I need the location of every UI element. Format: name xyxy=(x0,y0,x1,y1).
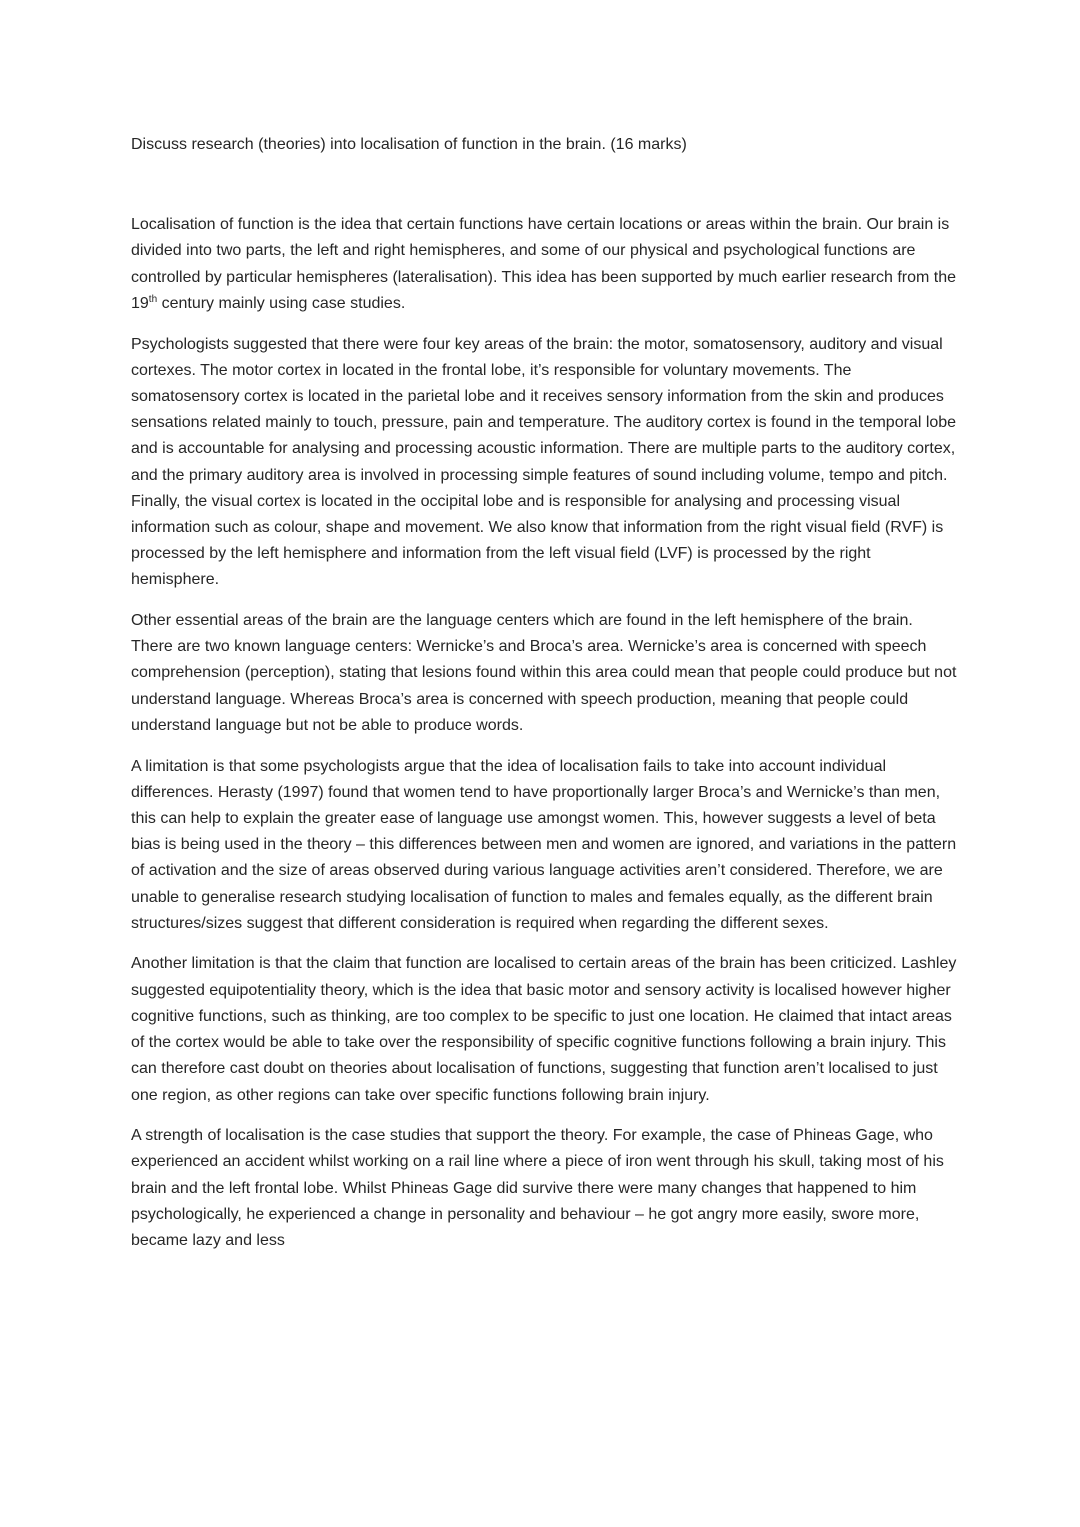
intro-text: Localisation of function is the idea that certain functions have certain locations or areas within the brain. Our brain is divided into two parts, the left and right hemispheres, and some of our physical and psychological functions are controlled by particular hemispheres (lateralisation). This idea has been supported by much earlier research from the 19 xyxy=(131,216,957,312)
paragraph-brain-areas: Psychologists suggested that there were four key areas of the brain: the motor, somatosensory, auditory and visual cortexes. The motor cortex in located in the frontal lobe, it’s responsible for voluntary movements. The somatosensory cortex is located in the parietal lobe and it receives sensory information from the skin and produces sensations related mainly to touch, pressure, pain and temperature. The auditory cortex is found in the temporal lobe and is accountable for analysing and processing acoustic information. There are multiple parts to the auditory cortex, and the primary auditory area is involved in processing simple features of sound including volume, tempo and pitch. Finally, the visual cortex is located in the occipital lobe and is responsible for analysing and processing visual information such as colour, shape and movement. We also know that information from the right visual field (RVF) is processed by the left hemisphere and information from the left visual field (LVF) is processed by the right hemisphere. xyxy=(131,335,957,589)
paragraph-limitation-equipotentiality: Another limitation is that the claim that function are localised to certain areas of the brain has been criticized. Lashley suggested equipotentiality theory, which is the idea that basic motor and sensory activity is localised however higher cognitive functions, such as thinking, are too complex to be specific to just one location. He claimed that intact areas of the cortex would be able to take over the responsibility of specific cognitive functions following a brain injury. This can therefore cast doubt on theories about localisation of functions, suggesting that function aren’t localised to just one region, as other regions can take over specific functions following brain injury. xyxy=(131,955,957,1104)
essay-question: Discuss research (theories) into localisation of function in the brain. (16 marks) xyxy=(131,136,687,153)
paragraph-introduction xyxy=(131,212,957,317)
paragraph-strength-case-studies: A strength of localisation is the case studies that support the theory. For example, the case of Phineas Gage, who experienced an accident whilst working on a rail line where a piece of iron went through his skull, taking most of his brain and the left frontal lobe. Whilst Phineas Gage did survive there were many changes that happened to him psychologically, he experienced a change in personality and behaviour – he got angry more easily, swore more, became lazy and less xyxy=(131,1127,944,1250)
ordinal-superscript: th xyxy=(148,293,158,305)
paragraph-language-centers: Other essential areas of the brain are the language centers which are found in the left hemisphere of the brain. There are two known language centers: Wernicke’s and Broca’s area. Wernicke’s area is concerned with speech comprehension (perception), stating that lesions found within this area could mean that people could produce but not understand language. Whereas Broca’s area is concerned with speech production, meaning that people could understand language but not be able to produce words. xyxy=(131,612,957,734)
paragraph-limitation-individual-differences: A limitation is that some psychologists argue that the idea of localisation fails to take into account individual differences. Herasty (1997) found that women tend to have proportionally larger Broca’s and Wernicke’s than men, this can help to explain the greater ease of language use amongst women. This, however suggests a level of beta bias is being used in the theory – this differences between men and women are ignored, and variations in the pattern of activation and the size of areas observed during various language activities aren’t considered. Therefore, we are unable to generalise research studying localisation of function to males and females equally, as the different brain structures/sizes suggest that different consideration is required when regarding the different sexes. xyxy=(131,757,957,932)
document-body xyxy=(131,132,957,1269)
intro-text-end: century mainly using case studies. xyxy=(157,294,406,312)
